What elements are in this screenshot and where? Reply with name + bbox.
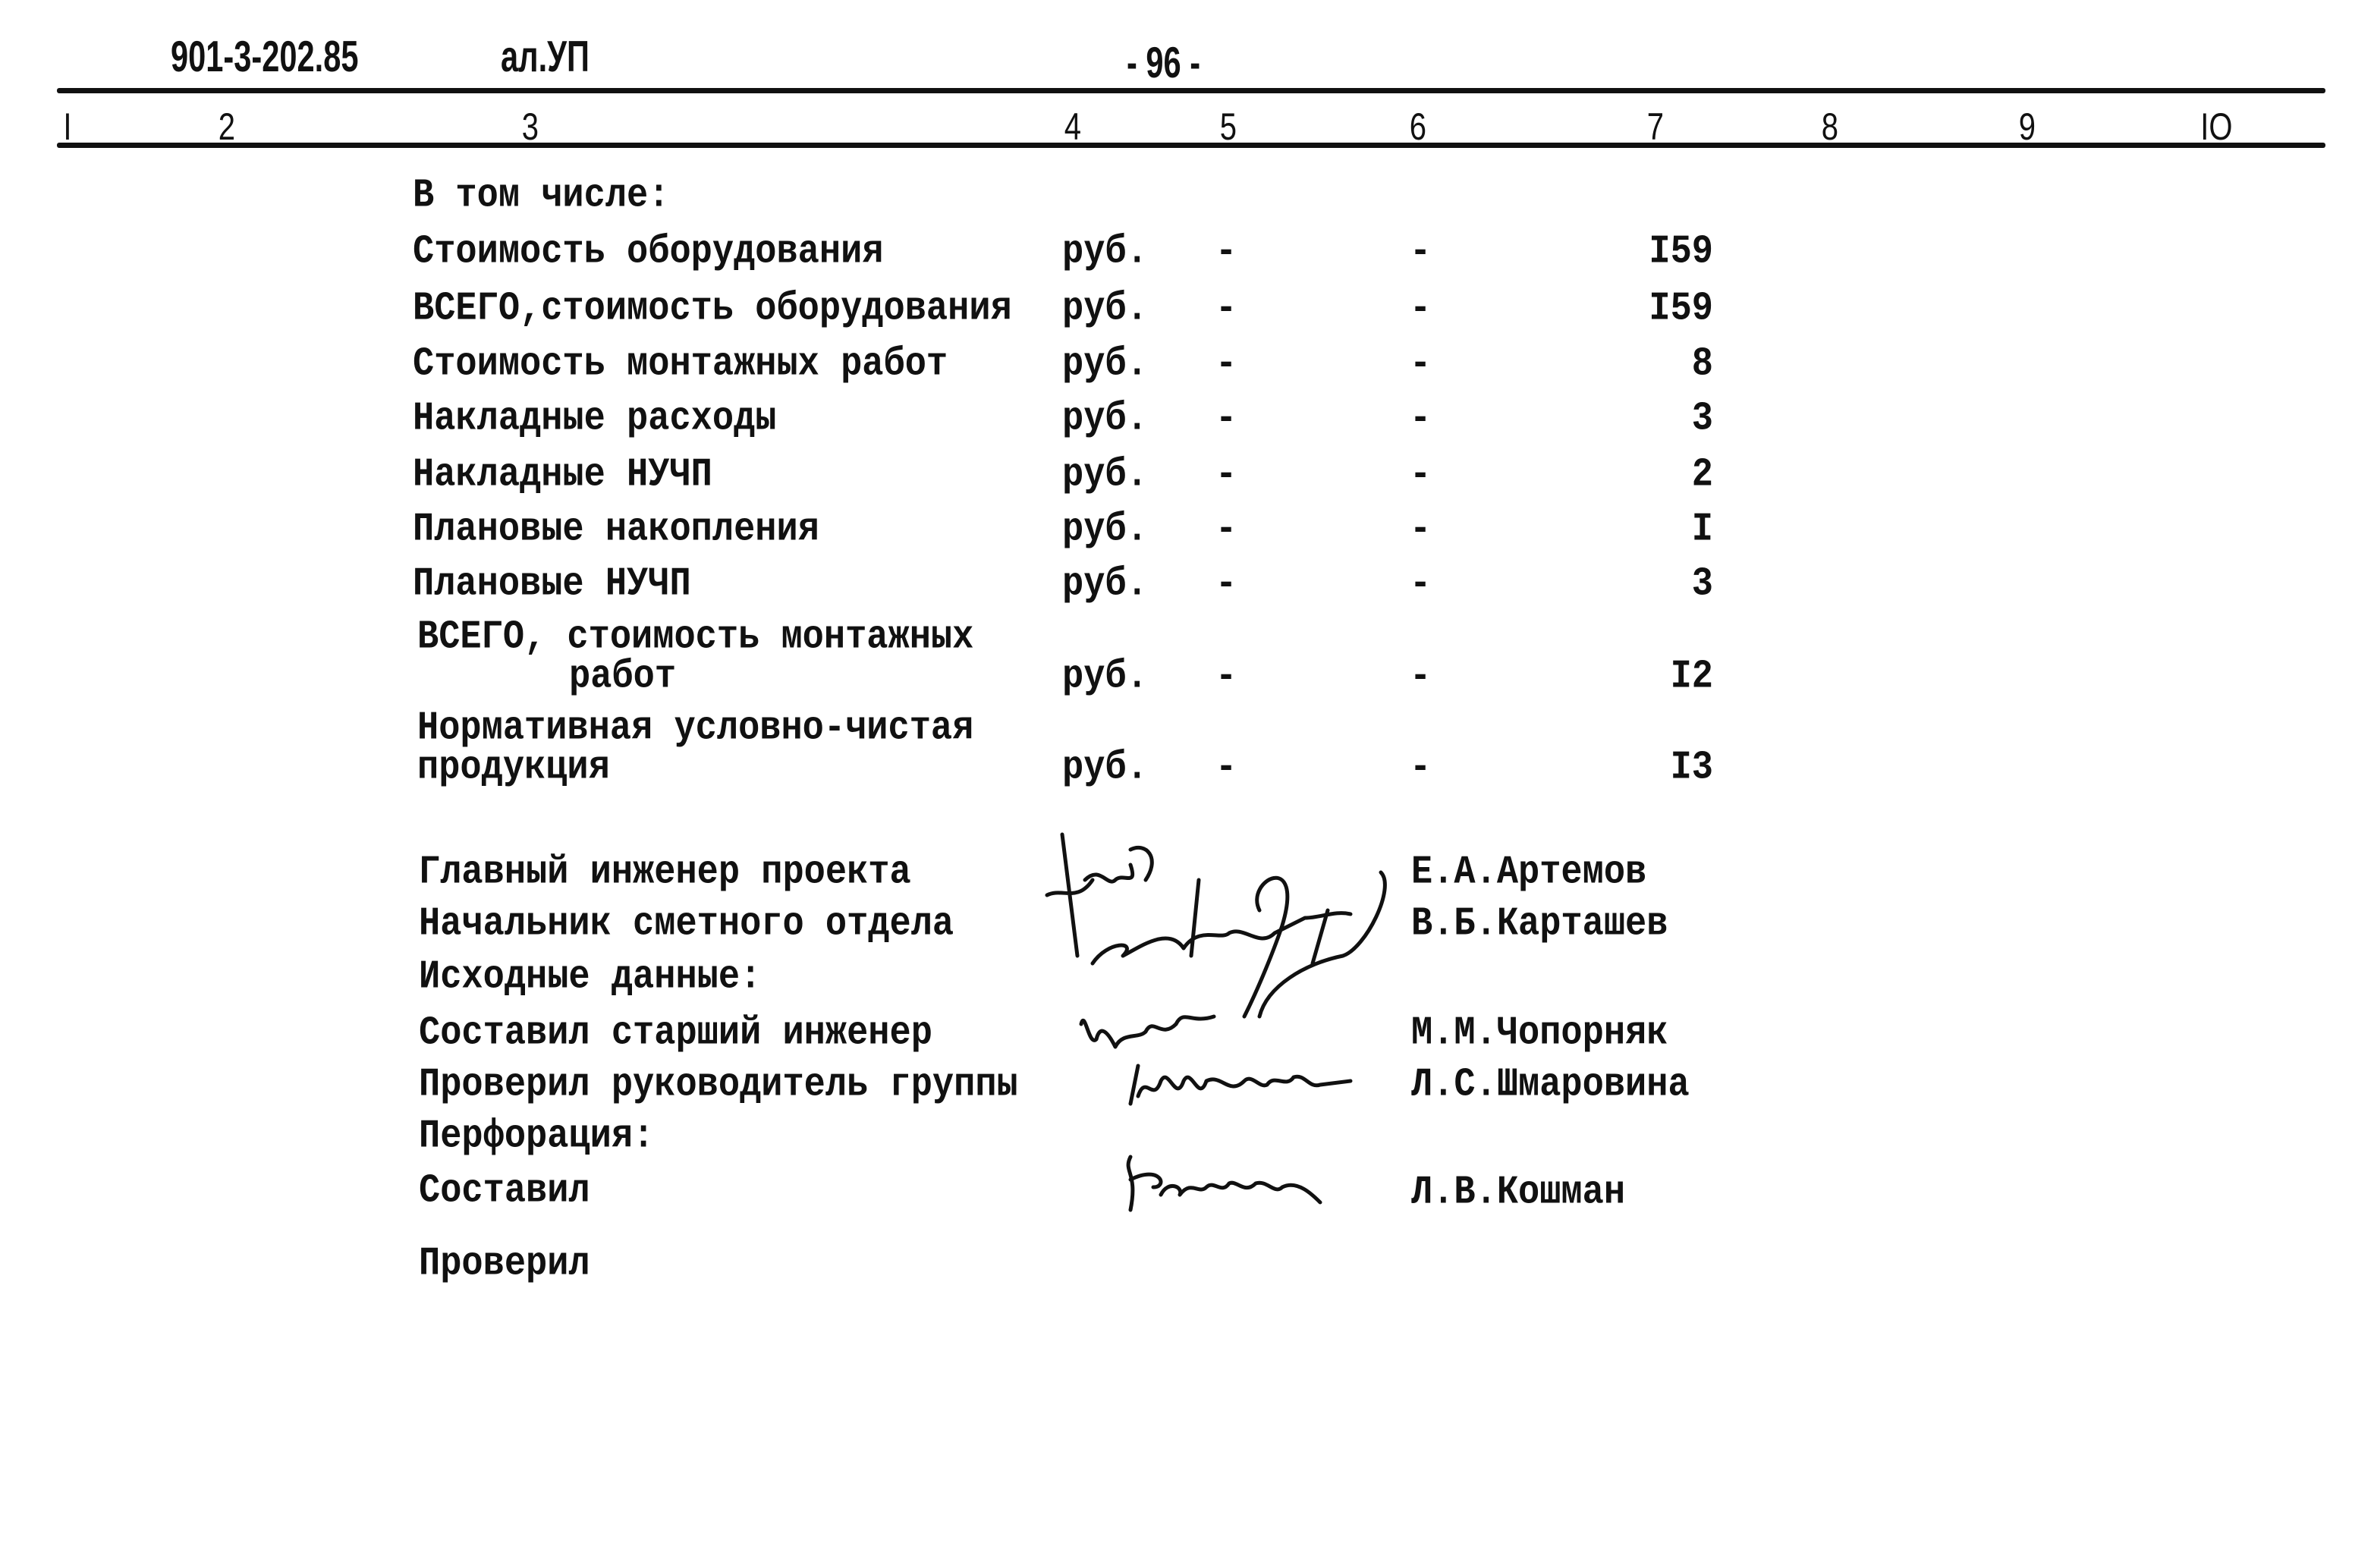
signature-role: Исходные данные: <box>419 955 762 1001</box>
page-number: - 96 - <box>1127 39 1201 88</box>
signature-role: Составил <box>419 1169 590 1214</box>
row-label: Накладные расходы <box>413 397 777 442</box>
signature-role: Перфорация: <box>419 1114 655 1160</box>
row-label: Накладные НУЧП <box>413 453 712 498</box>
row-value: I59 <box>1649 230 1713 275</box>
column-number: IO <box>2200 105 2233 148</box>
row-col5: - <box>1215 746 1237 791</box>
signature-shmarovina <box>1123 1058 1366 1119</box>
row-value: I2 <box>1670 655 1713 700</box>
row-unit: руб. <box>1062 655 1148 700</box>
row-label: ВСЕГО, стоимость монтажных <box>417 615 974 661</box>
signatory-name: Л.С.Шмаровина <box>1411 1063 1690 1108</box>
row-value: 2 <box>1691 453 1713 498</box>
row-value: 3 <box>1691 397 1713 442</box>
column-number: 3 <box>521 105 539 148</box>
column-number: 4 <box>1064 105 1082 148</box>
row-col6: - <box>1410 453 1432 498</box>
row-label: Нормативная условно-чистая <box>417 706 974 752</box>
signatory-name: В.Б.Карташев <box>1411 902 1668 947</box>
signatory-name: М.М.Чопорняк <box>1411 1011 1668 1057</box>
signature-koshman <box>1115 1149 1358 1225</box>
signature-role: Начальник сметного отдела <box>419 902 954 947</box>
column-number: 5 <box>1219 105 1237 148</box>
row-col5: - <box>1215 397 1237 442</box>
column-number: 9 <box>2018 105 2036 148</box>
row-col6: - <box>1410 230 1432 275</box>
row-label-continuation: работ <box>569 655 677 700</box>
row-col6: - <box>1410 562 1432 608</box>
signatory-name: Е.А.Артемов <box>1411 850 1647 896</box>
row-label: Плановые накопления <box>413 507 819 553</box>
row-col6: - <box>1410 397 1432 442</box>
column-number: 6 <box>1409 105 1427 148</box>
row-col6: - <box>1410 746 1432 791</box>
column-number: 2 <box>218 105 236 148</box>
row-col5: - <box>1215 453 1237 498</box>
row-unit: руб. <box>1062 230 1148 275</box>
row-col6: - <box>1410 287 1432 332</box>
document-code: 901-3-202.85 <box>171 33 359 82</box>
row-value: I59 <box>1649 287 1713 332</box>
album-number: ал.УП <box>501 33 590 82</box>
column-number: 7 <box>1646 105 1665 148</box>
row-unit: руб. <box>1062 342 1148 388</box>
row-unit: руб. <box>1062 562 1148 608</box>
table-header-bottom-rule <box>57 143 2325 148</box>
row-label: ВСЕГО,стоимость оборудования <box>413 287 1012 332</box>
column-number: I <box>63 105 72 148</box>
row-unit: руб. <box>1062 746 1148 791</box>
row-value: I <box>1691 507 1713 553</box>
section-title: В том числе: <box>413 174 670 219</box>
signatory-name: Л.В.Кошман <box>1411 1171 1626 1216</box>
row-col5: - <box>1215 342 1237 388</box>
row-col6: - <box>1410 507 1432 553</box>
row-unit: руб. <box>1062 507 1148 553</box>
row-label-continuation: продукция <box>417 746 610 791</box>
column-number: 8 <box>1821 105 1839 148</box>
table-header-top-rule <box>57 88 2325 93</box>
row-col6: - <box>1410 342 1432 388</box>
row-value: I3 <box>1670 746 1713 791</box>
row-value: 8 <box>1691 342 1713 388</box>
row-col6: - <box>1410 655 1432 700</box>
row-label: Стоимость оборудования <box>413 230 884 275</box>
row-col5: - <box>1215 507 1237 553</box>
row-value: 3 <box>1691 562 1713 608</box>
signature-role: Проверил <box>419 1242 590 1287</box>
row-unit: руб. <box>1062 453 1148 498</box>
row-label: Плановые НУЧП <box>413 562 691 608</box>
row-unit: руб. <box>1062 287 1148 332</box>
signature-role: Главный инженер проекта <box>419 850 911 896</box>
signature-role: Составил старший инженер <box>419 1011 932 1057</box>
row-col5: - <box>1215 230 1237 275</box>
row-label: Стоимость монтажных работ <box>413 342 948 388</box>
row-unit: руб. <box>1062 397 1148 442</box>
row-col5: - <box>1215 655 1237 700</box>
row-col5: - <box>1215 287 1237 332</box>
signature-role: Проверил руководитель группы <box>419 1063 1018 1108</box>
row-col5: - <box>1215 562 1237 608</box>
